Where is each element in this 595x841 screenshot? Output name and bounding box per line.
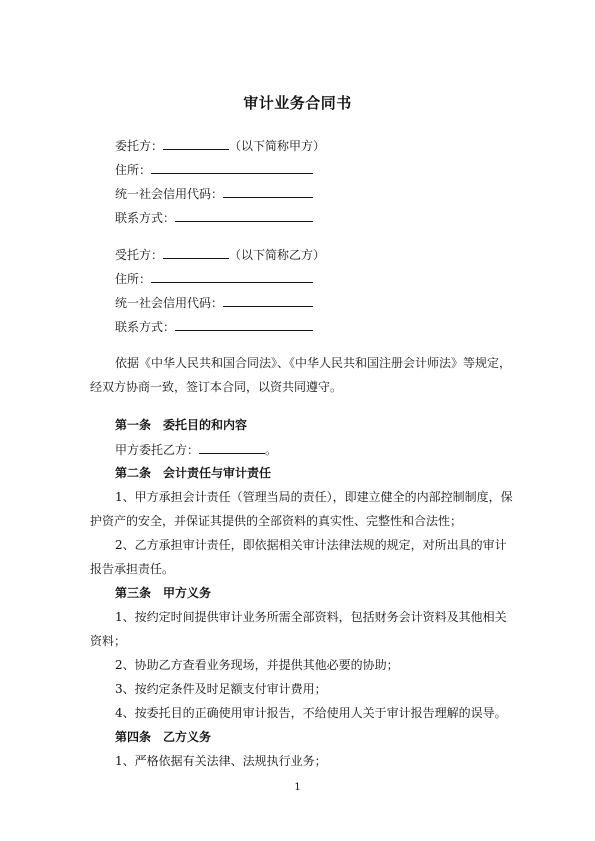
party-b-address-line [115,271,313,286]
article-1-text [115,442,277,457]
party-a-address-line [115,162,313,177]
party-a-address-label: 住所： [115,163,152,177]
article-2-item-2-line-1: 2、乙方承担审计责任，即依据相关审计法律法规的规定，对所出具的审计 [115,538,507,552]
party-a-name-line [115,138,325,153]
party-a-address-blank[interactable] [151,162,313,174]
article-3-item-1-line-2: 资料； [90,634,127,648]
article-4-heading [115,730,211,744]
article-3-item-1-line-1: 1、按约定时间提供审计业务所需全部资料，包括财务会计资料及其他相关 [115,610,507,624]
article-2-item-1-line-2: 护资产的安全，并保证其提供的全部资料的真实性、完整性和合法性； [90,514,463,528]
party-b-address-label: 住所： [115,272,152,286]
party-b-credit-line [115,295,313,310]
article-1-text-end: 。 [265,443,278,457]
party-b-address-blank[interactable] [151,271,313,283]
document-title: 审计业务合同书 [243,94,352,112]
party-a-contact-line [115,210,313,225]
party-a-credit-line [115,186,313,201]
article-1-text-label: 甲方委托乙方： [115,443,200,457]
party-a-credit-label: 统一社会信用代码： [115,187,224,201]
party-b-name-line [115,247,325,262]
article-1-title: 委托目的和内容 [163,418,248,432]
party-b-credit-label: 统一社会信用代码： [115,296,224,310]
article-3-number: 第三条 [115,586,152,600]
party-a-name-blank[interactable] [163,138,229,150]
article-2-item-2-line-2: 报告承担责任。 [90,562,175,576]
article-3-title: 甲方义务 [163,586,212,600]
article-2-title: 会计责任与审计责任 [163,466,272,480]
article-4-title: 乙方义务 [163,730,212,744]
article-2-item-1-line-1: 1、甲方承担会计责任（管理当局的责任），即建立健全的内部控制制度，保 [115,490,513,504]
article-3-item-3: 3、按约定条件及时足额支付审计费用； [115,682,327,696]
preamble-line-2: 经双方协商一致，签订本合同，以资共同遵守。 [90,380,343,394]
party-a-contact-label: 联系方式： [115,211,176,225]
party-b-contact-line [115,319,313,334]
article-2-number: 第二条 [115,466,152,480]
article-1-blank[interactable] [199,442,265,454]
party-a-label: 委托方： [115,139,164,153]
page-number: 1 [294,782,301,793]
article-3-item-2: 2、协助乙方查看业务现场，并提供其他必要的协助； [115,658,399,672]
article-1-heading [115,418,247,432]
preamble-line-1: 依据《中华人民共和国合同法》、《中华人民共和国注册会计师法》等规定， [115,356,512,370]
article-3-heading [115,586,211,600]
party-b-label: 受托方： [115,248,164,262]
party-a-contact-blank[interactable] [175,210,313,222]
article-2-heading [115,466,271,480]
article-4-number: 第四条 [115,730,152,744]
party-b-name-blank[interactable] [163,247,229,259]
article-4-item-1: 1、严格依据有关法律、法规执行业务； [115,754,327,768]
party-b-contact-label: 联系方式： [115,320,176,334]
party-a-credit-blank[interactable] [223,186,313,198]
party-a-note: （以下简称甲方） [229,139,326,153]
article-1-number: 第一条 [115,418,152,432]
party-b-contact-blank[interactable] [175,319,313,331]
party-b-credit-blank[interactable] [223,295,313,307]
article-3-item-4: 4、按委托目的正确使用审计报告，不给使用人关于审计报告理解的误导。 [115,706,507,720]
party-b-note: （以下简称乙方） [229,248,326,262]
